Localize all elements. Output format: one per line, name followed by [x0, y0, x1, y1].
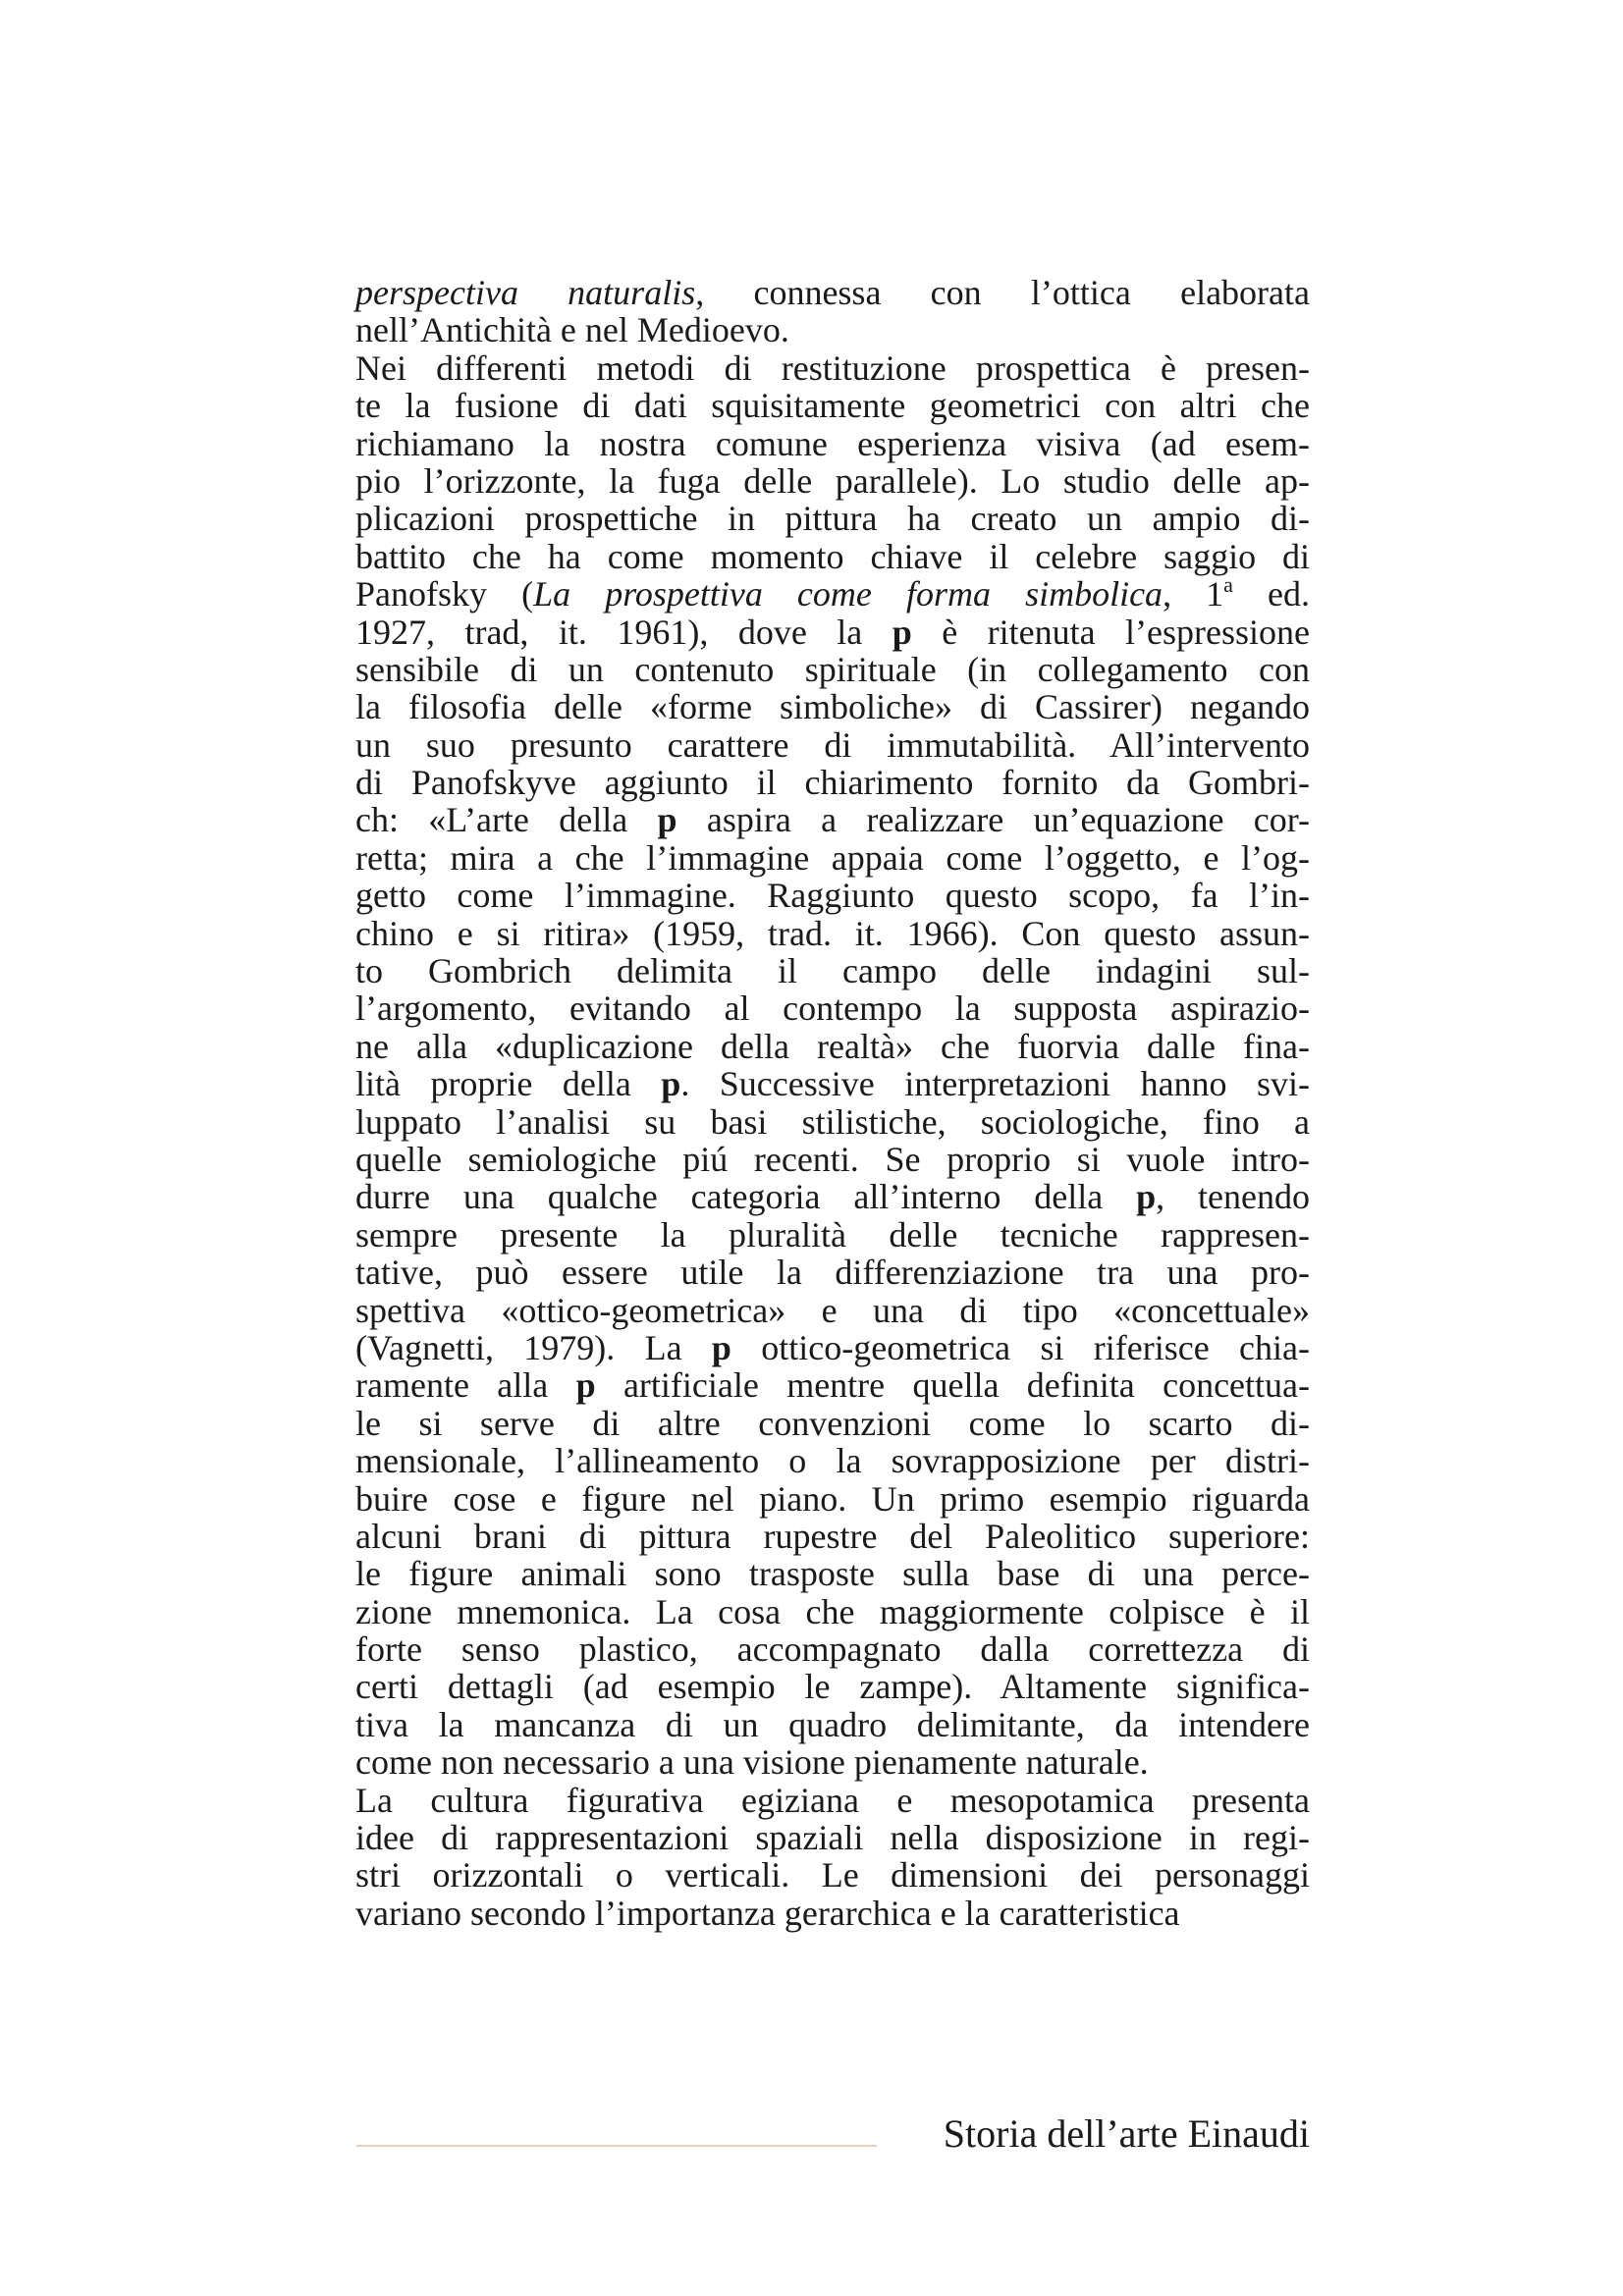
text-segment: buire cose e figure nel piano. Un primo esempio riguarda — [355, 1478, 1310, 1519]
text-segment: richiamano la nostra comune esperienza visiva (ad esem- — [355, 423, 1310, 463]
text-segment: chino e si ritira» (1959, trad. it. 1966). Con questo assun- — [355, 913, 1310, 953]
text-line — [355, 462, 1310, 500]
text-line — [355, 1706, 1310, 1743]
text-segment: ramente alla — [355, 1365, 576, 1406]
text-line — [355, 1518, 1310, 1555]
text-segment: ottico-geometrica si riferisce chia- — [730, 1327, 1310, 1367]
text-segment: p — [711, 1327, 731, 1367]
text-line — [355, 1065, 1310, 1102]
text-segment: perspectiva naturalis — [355, 273, 696, 312]
text-line — [355, 572, 1310, 614]
text-segment: , connessa con l’ottica elaborata — [695, 273, 1310, 312]
text-segment: retta; mira a che l’immagine appaia come l’oggetto, e l’og- — [355, 837, 1310, 878]
text-segment: tative, può essere utile la differenziazione tra una pro- — [355, 1253, 1310, 1293]
text-line — [355, 1856, 1310, 1894]
text-line — [355, 349, 1310, 387]
text-segment: La prospettiva come forma simbolica — [533, 574, 1163, 614]
text-segment: alcuni brani di pittura rupestre del Paleolitico superiore: — [355, 1516, 1310, 1556]
text-segment: p — [661, 1064, 681, 1104]
text-segment: plicazioni prospettiche in pittura ha creato un ampio di- — [355, 499, 1310, 539]
text-line — [355, 688, 1310, 725]
text-line — [355, 1141, 1310, 1178]
text-segment: nell’Antichità e nel Medioevo. — [355, 310, 789, 350]
text-line — [355, 1442, 1310, 1479]
text-segment: spettiva «ottico-geometrica» e una di tipo «concettuale» — [355, 1290, 1310, 1330]
text-line — [355, 764, 1310, 801]
text-line — [355, 1630, 1310, 1668]
text-segment: (Vagnetti, 1979). La — [355, 1327, 712, 1367]
text-line — [355, 839, 1310, 877]
text-line — [355, 1292, 1310, 1329]
text-segment: sensibile di un contenuto spirituale (in collegamento con — [355, 649, 1310, 689]
text-line — [355, 1593, 1310, 1630]
text-segment: l’argomento, evitando al contempo la supposta aspirazio- — [355, 988, 1310, 1029]
text-line — [355, 1405, 1310, 1442]
footer-title: Storia dell’arte Einaudi — [943, 2111, 1310, 2156]
text-line — [355, 1743, 1310, 1781]
text-segment: sempre presente la pluralità delle tecniche rappresen- — [355, 1214, 1310, 1255]
text-segment: p — [892, 612, 912, 652]
text-line — [355, 1329, 1310, 1366]
text-line — [355, 614, 1310, 651]
text-segment: p — [657, 800, 677, 840]
footer-rule — [356, 2145, 877, 2147]
text-segment: stri orizzontali o verticali. Le dimensioni dei personaggi — [355, 1855, 1310, 1896]
text-segment: mensionale, l’allineamento o la sovrapposizione per distri- — [355, 1441, 1310, 1481]
text-segment: è ritenuta l’espressione — [911, 612, 1311, 652]
text-line — [355, 989, 1310, 1027]
text-line — [355, 877, 1310, 914]
text-segment: le figure animali sono trasposte sulla base di una perce- — [355, 1554, 1310, 1594]
text-line — [355, 1178, 1310, 1215]
text-segment: Panofsky ( — [355, 574, 534, 614]
text-line — [355, 274, 1310, 311]
text-segment: forte senso plastico, accompagnato dalla correttezza di — [355, 1629, 1310, 1670]
text-line — [355, 311, 1310, 348]
text-segment: La cultura figurativa egiziana e mesopotamica presenta — [355, 1780, 1310, 1820]
text-segment: ch: «L’arte della — [355, 800, 658, 840]
text-segment: te la fusione di dati squisitamente geometrici con altri che — [355, 386, 1310, 426]
text-line — [355, 1028, 1310, 1065]
text-line — [355, 1216, 1310, 1254]
text-line — [355, 1782, 1310, 1819]
text-segment: pio l’orizzonte, la fuga delle parallele). Lo studio delle ap- — [355, 460, 1310, 501]
text-line — [355, 801, 1310, 838]
text-segment: un suo presunto carattere di immutabilità. All’intervento — [355, 724, 1310, 765]
text-segment: luppato l’analisi su basi stilistiche, sociologiche, fino a — [355, 1101, 1310, 1142]
body-text — [355, 274, 1310, 1932]
text-segment: variano secondo l’importanza gerarchica e la caratteristica — [355, 1893, 1180, 1933]
text-segment: lità proprie della — [355, 1064, 662, 1104]
text-line — [355, 1480, 1310, 1518]
text-segment: 1927, trad, it. 1961), dove la — [355, 612, 893, 652]
text-segment: quelle semiologiche piú recenti. Se proprio si vuole intro- — [355, 1139, 1310, 1179]
text-segment: battito che ha come momento chiave il celebre saggio di — [355, 536, 1310, 576]
text-line — [355, 500, 1310, 537]
text-segment: a — [1223, 572, 1233, 598]
text-segment: artificiale mentre quella definita concettua- — [595, 1365, 1310, 1406]
text-segment: getto come l’immagine. Raggiunto questo scopo, fa l’in- — [355, 876, 1310, 916]
text-segment: la filosofia delle «forme simboliche» di Cassirer) negando — [355, 687, 1310, 727]
text-segment: durre una qualche categoria all’interno della — [355, 1177, 1137, 1217]
text-segment: idee di rappresentazioni spaziali nella disposizione in regi- — [355, 1818, 1310, 1858]
text-segment: p — [575, 1365, 596, 1406]
text-line — [355, 1254, 1310, 1291]
text-segment: , 1 — [1163, 574, 1224, 614]
text-segment: ne alla «duplicazione della realtà» che fuorvia dalle fina- — [355, 1026, 1310, 1066]
text-segment: to Gombrich delimita il campo delle indagini sul- — [355, 951, 1310, 991]
text-line — [355, 1668, 1310, 1705]
text-line — [355, 1819, 1310, 1856]
text-segment: , tenendo — [1156, 1177, 1310, 1217]
text-segment: . Successive interpretazioni hanno svi- — [680, 1064, 1311, 1104]
text-line — [355, 1366, 1310, 1404]
text-line — [355, 387, 1310, 424]
text-segment: Nei differenti metodi di restituzione prospettica è presen- — [355, 347, 1310, 388]
text-segment: tiva la mancanza di un quadro delimitante, da intendere — [355, 1704, 1310, 1744]
text-line — [355, 425, 1310, 462]
text-segment: zione mnemonica. La cosa che maggiormente colpisce è il — [355, 1591, 1310, 1631]
text-segment: le si serve di altre convenzioni come lo scarto di- — [355, 1403, 1310, 1443]
text-segment: ed. — [1232, 574, 1310, 614]
text-segment: p — [1136, 1177, 1157, 1217]
text-line — [355, 726, 1310, 764]
text-segment: aspira a realizzare un’equazione cor- — [676, 800, 1310, 840]
text-line — [355, 538, 1310, 575]
text-segment: certi dettagli (ad esempio le zampe). Altamente significa- — [355, 1667, 1310, 1707]
text-line — [355, 1103, 1310, 1141]
text-segment: come non necessario a una visione pienamente naturale. — [355, 1742, 1149, 1783]
text-line — [355, 952, 1310, 989]
text-line — [355, 651, 1310, 688]
text-line — [355, 915, 1310, 952]
text-segment: di Panofskyve aggiunto il chiarimento fornito da Gombri- — [355, 763, 1310, 803]
text-line — [355, 1895, 1310, 1932]
text-line — [355, 1555, 1310, 1592]
